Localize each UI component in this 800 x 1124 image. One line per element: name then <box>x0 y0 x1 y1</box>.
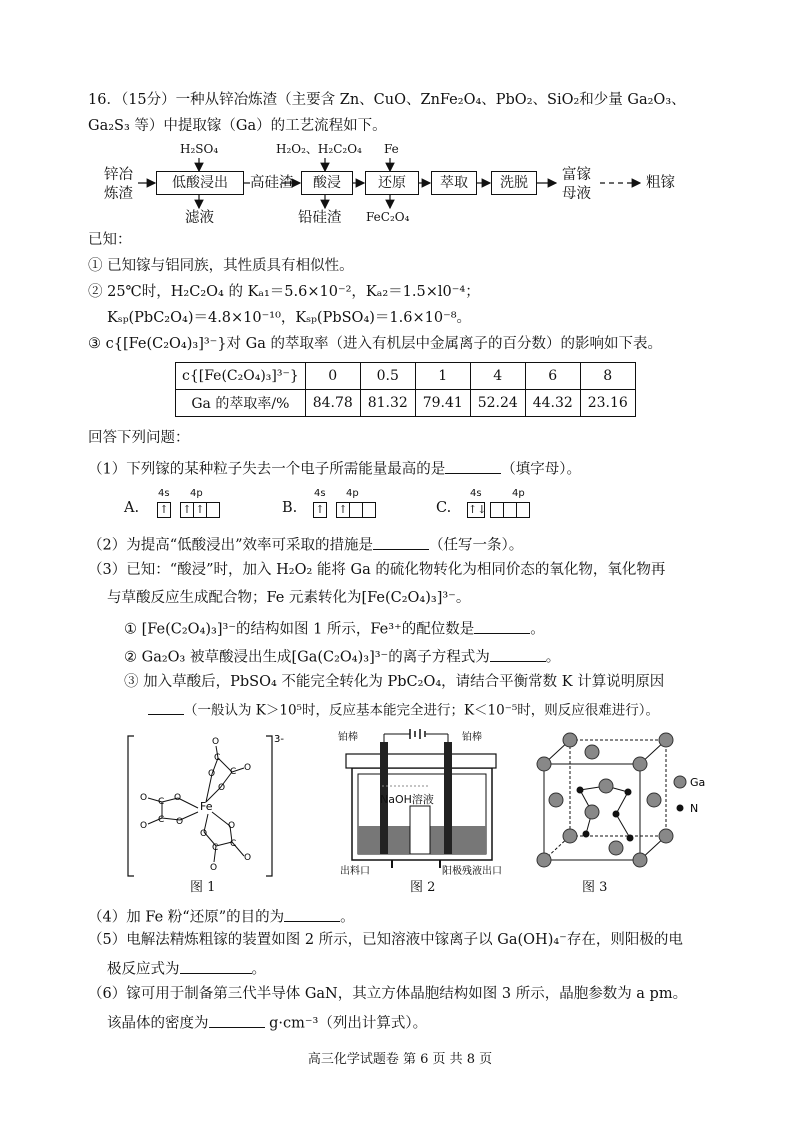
flow-end-line2: 母液 <box>562 186 591 202</box>
fig1-c: C <box>230 767 237 777</box>
q6-answer-blank[interactable] <box>209 1012 265 1028</box>
flow-reagent-h2o2-h2c2o4: H₂O₂、H₂C₂O₄ <box>276 142 362 156</box>
flow-mid-high-silicon-slag: 高硅渣 <box>250 175 294 191</box>
q3-2-answer-blank[interactable] <box>490 646 546 662</box>
table-cell: 23.16 <box>580 390 635 417</box>
orbital-label-4p: 4p <box>346 488 359 499</box>
q3-sub-2: ② Ga₂O₃ 被草酸浸出生成[Ga(C₂O₄)₃]³⁻的离子方程式为 。 <box>124 646 560 667</box>
table-cell: 84.78 <box>305 390 360 417</box>
q5-line-2: 极反应式为 。 <box>107 958 266 979</box>
fig1-o: O <box>208 769 216 779</box>
orbital-box-4p <box>349 502 363 518</box>
fig1-o: O <box>244 853 252 863</box>
table-cell: 8 <box>580 363 635 390</box>
q1-text: （1）下列镓的某种粒子失去一个电子所需能量最高的是 （填字母）。 <box>88 458 581 479</box>
fig1-o: O <box>212 737 220 747</box>
figure-1-caption: 图 1 <box>190 880 216 895</box>
fig2-left-electrode-label: 铂棒 <box>338 732 358 743</box>
fig1-c: C <box>230 839 237 849</box>
flow-waste-lead-silicon-slag: 铅硅渣 <box>298 210 342 226</box>
table-cell: 1 <box>415 363 470 390</box>
fig1-charge: 3- <box>274 734 284 745</box>
fig1-c: C <box>158 797 165 807</box>
orbital-label-4s: 4s <box>158 488 170 499</box>
flow-final-crude-gallium: 粗镓 <box>646 175 675 191</box>
table-cell: 44.32 <box>525 390 580 417</box>
table-header-rate: Ga 的萃取率/% <box>176 390 306 417</box>
figure-1-fe-oxalate-structure <box>120 728 300 888</box>
known-item-2a: ② 25℃时，H₂C₂O₄ 的 Kₐ₁＝5.6×10⁻²，Kₐ₂＝1.5×l0⁻⁴； <box>88 284 480 300</box>
q2-answer-blank[interactable] <box>373 534 429 550</box>
orbital-box-4p: ↑ <box>180 502 194 518</box>
table-cell: 0 <box>305 363 360 390</box>
orbital-box-4s: ↑ <box>157 502 171 518</box>
fig1-fe-center: Fe <box>200 800 213 813</box>
flow-waste-fec2o4: FeC₂O₄ <box>366 210 410 224</box>
answer-title: 回答下列问题： <box>88 430 190 446</box>
figure-2-caption: 图 2 <box>410 880 436 895</box>
orbital-label-4p: 4p <box>512 488 525 499</box>
flow-start-line2: 炼渣 <box>104 186 133 202</box>
q3-sub-3b: （一般认为 K＞10⁵时，反应基本能完全进行；K＜10⁻⁵时，则反应很难进行）。 <box>148 700 659 719</box>
page-footer: 高三化学试题卷 第 6 页 共 8 页 <box>307 1052 493 1067</box>
fig1-o: O <box>200 829 208 839</box>
flow-reagent-fe: Fe <box>384 142 399 156</box>
fig1-o: O <box>244 763 252 773</box>
q6-line-2: 该晶体的密度为 g·cm⁻³（列出计算式）。 <box>107 1012 427 1033</box>
known-item-1: ① 已知镓与铝同族，其性质具有相似性。 <box>88 258 354 274</box>
table-cell: 81.32 <box>360 390 415 417</box>
q1-option-a[interactable] <box>124 488 254 522</box>
table-row <box>176 390 636 417</box>
flow-reagent-h2so4: H₂SO₄ <box>180 142 219 156</box>
flow-waste-filtrate: 滤液 <box>185 210 214 226</box>
figure-2-electrolysis-cell <box>330 728 530 878</box>
fig1-o: O <box>210 863 218 873</box>
fig2-right-electrode-label: 铂棒 <box>462 732 482 743</box>
known-item-3: ③ c{[Fe(C₂O₄)₃]³⁻}对 Ga 的萃取率（进入有机层中金属离子的百分数）的影响如下表。 <box>88 336 662 352</box>
orbital-box-4s: ↑↓ <box>468 503 487 516</box>
fig2-outlet-label: 出料口 <box>340 866 370 877</box>
orbital-box-4p: ↑ <box>336 502 350 518</box>
known-title: 已知： <box>88 232 132 248</box>
figure-3-caption: 图 3 <box>582 880 608 895</box>
extraction-rate-table <box>175 362 636 417</box>
q5-answer-blank[interactable] <box>180 958 252 974</box>
table-header-concentration: c{[Fe(C₂O₄)₃]³⁻} <box>176 363 306 390</box>
question-line-2: Ga₂S₃ 等）中提取镓（Ga）的工艺流程如下。 <box>88 118 387 134</box>
table-cell: 6 <box>525 363 580 390</box>
fig2-solution-label: NaOH溶液 <box>380 793 434 806</box>
q3-3-answer-blank[interactable] <box>148 700 184 715</box>
orbital-box-4p: ↑ <box>193 502 207 518</box>
flow-step-extraction: 萃取 <box>431 171 477 195</box>
flow-end-line1: 富镓 <box>562 167 591 183</box>
orbital-box-4p <box>503 502 517 518</box>
fig1-o: O <box>176 817 184 827</box>
fig3-legend-ga: Ga <box>690 776 706 789</box>
q3-line-1: （3）已知：“酸浸”时，加入 H₂O₂ 能将 Ga 的硫化物转化为相同价态的氧化物，氧化物再 <box>88 562 666 578</box>
q4-text: （4）加 Fe 粉“还原”的目的为 。 <box>88 906 355 927</box>
orbital-label-4s: 4s <box>470 488 482 499</box>
q3-sub-3a: ③ 加入草酸后，PbSO₄ 不能完全转化为 PbC₂O₄，请结合平衡常数 K 计算说明原因 <box>124 674 665 690</box>
fig3-legend-n: N <box>690 802 699 815</box>
q4-answer-blank[interactable] <box>284 906 340 922</box>
flow-arrows <box>0 0 800 240</box>
q2-text: （2）为提高“低酸浸出”效率可采取的措施是 （任写一条）。 <box>88 534 523 555</box>
q3-sub-1: ① [Fe(C₂O₄)₃]³⁻的结构如图 1 所示，Fe³⁺的配位数是 。 <box>124 618 545 639</box>
flow-step-reduction: 还原 <box>365 171 419 195</box>
orbital-box-4p <box>362 502 376 518</box>
orbital-box-4p <box>490 502 504 518</box>
orbital-box-4p <box>206 502 220 518</box>
q3-line-2: 与草酸反应生成配合物；Fe 元素转化为[Fe(C₂O₄)₃]³⁻。 <box>107 590 471 606</box>
fig1-c: C <box>212 843 219 853</box>
q1-option-c[interactable] <box>436 488 566 522</box>
fig1-o: O <box>174 793 182 803</box>
fig1-c: C <box>158 815 165 825</box>
q1-answer-blank[interactable] <box>445 458 501 474</box>
orbital-box-4s: ↑ <box>313 502 327 518</box>
table-cell: 52.24 <box>470 390 525 417</box>
fig1-o: O <box>218 783 226 793</box>
fig1-o: O <box>140 821 148 831</box>
table-cell: 0.5 <box>360 363 415 390</box>
fig1-c: C <box>214 753 221 763</box>
flow-start-line1: 锌冶 <box>104 167 133 183</box>
flow-step-low-acid-leaching: 低酸浸出 <box>156 171 244 195</box>
fig1-o: O <box>228 821 236 831</box>
known-item-2b: Kₛₚ(PbC₂O₄)＝4.8×10⁻¹⁰，Kₛₚ(PbSO₄)＝1.6×10⁻⁸。 <box>107 310 472 326</box>
q1-option-b[interactable] <box>282 488 412 522</box>
flow-step-elution: 洗脱 <box>491 171 537 195</box>
orbital-box-4p <box>516 502 530 518</box>
question-line-1: 16．（15分）一种从锌冶炼渣（主要含 Zn、CuO、ZnFe₂O₄、PbO₂、SiO₂和少量 Ga₂O₃、 <box>88 92 686 108</box>
q3-1-answer-blank[interactable] <box>474 618 530 634</box>
q6-line-1: （6）镓可用于制备第三代半导体 GaN，其立方体晶胞结构如图 3 所示，晶胞参数为 a pm。 <box>88 986 688 1002</box>
table-row <box>176 363 636 390</box>
table-cell: 4 <box>470 363 525 390</box>
fig2-anode-outlet-label: 阳极残液出口 <box>442 866 502 877</box>
figure-3-gan-unit-cell <box>530 730 710 880</box>
q5-line-1: （5）电解法精炼粗镓的装置如图 2 所示，已知溶液中镓离子以 Ga(OH)₄⁻存在，则阳极的电 <box>88 932 683 948</box>
table-cell: 79.41 <box>415 390 470 417</box>
orbital-label-4p: 4p <box>190 488 203 499</box>
option-letter: C. <box>436 500 452 516</box>
option-letter: B. <box>282 500 298 516</box>
flow-step-acid-leaching: 酸浸 <box>301 171 353 195</box>
option-letter: A. <box>124 500 140 516</box>
orbital-label-4s: 4s <box>314 488 326 499</box>
fig1-o: O <box>140 793 148 803</box>
